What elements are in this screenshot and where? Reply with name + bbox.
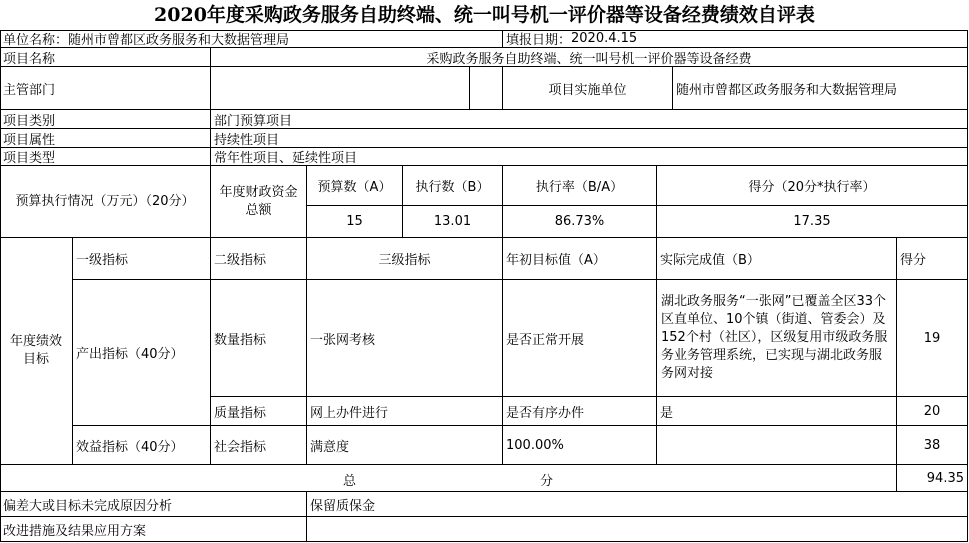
budget-col-header: 预算数（A） [307, 166, 403, 206]
total-label-left: 总 [343, 474, 357, 489]
supervisor-value [211, 67, 470, 110]
deviation-label: 偏差大或目标未完成原因分析 [0, 492, 307, 517]
rate-value: 86.73% [503, 206, 657, 238]
benefit-indicator-label: 效益指标（40分） [73, 426, 211, 465]
budget-value: 15 [307, 206, 403, 238]
social-actual [657, 426, 897, 465]
attribute-label: 项目属性 [0, 129, 211, 148]
supervisor-label: 主管部门 [0, 67, 211, 110]
budget-label: 预算执行情况（万元）（20分） [0, 166, 211, 238]
quantity-score: 19 [897, 280, 968, 397]
exec-value: 13.01 [403, 206, 503, 238]
impl-unit-value: 随州市曾都区政务服务和大数据管理局 [673, 67, 968, 110]
type-label: 项目类型 [0, 148, 211, 166]
deviation-value: 保留质保金 [307, 492, 968, 517]
quantity-target: 是否正常开展 [503, 280, 657, 397]
level2-header: 二级指标 [211, 238, 307, 280]
exec-col-header: 执行数（B） [403, 166, 503, 206]
total-label-right: 分 [540, 474, 554, 489]
quality-target: 是否有序办件 [503, 397, 657, 426]
budget-score-value: 17.35 [657, 206, 968, 238]
category-value: 部门预算项目 [211, 110, 968, 129]
date-value: 2020.4.15 [571, 31, 638, 46]
score-header: 得分 [897, 238, 968, 280]
social-target: 100.00% [503, 426, 657, 465]
project-name-value: 采购政务服务自助终端、统一叫号机一评价器等设备经费 [211, 48, 968, 67]
attribute-value: 持续性项目 [211, 129, 968, 148]
level1-header: 一级指标 [73, 238, 211, 280]
page-title: 2020年度采购政务服务自助终端、统一叫号机一评价器等设备经费绩效自评表 [154, 4, 815, 26]
type-value: 常年性项目、延续性项目 [211, 148, 968, 166]
social-score: 38 [897, 426, 968, 465]
quality-actual: 是 [657, 397, 897, 426]
fill-date-cell [503, 30, 968, 48]
category-label: 项目类别 [0, 110, 211, 129]
quality-indicator-label: 质量指标 [211, 397, 307, 426]
quantity-actual: 湖北政务服务“一张网”已覆盖全区33个区直单位、10个镇（街道、管委会）及152个村（社区），区级复用市级政务服务业务管理系统，已实现与湖北政务服务网对接 [657, 280, 897, 397]
social-indicator-label: 社会指标 [211, 426, 307, 465]
annual-fund-label: 年度财政资金总额 [211, 166, 307, 238]
total-score: 94.35 [897, 465, 968, 492]
rate-col-header: 执行率（B/A） [503, 166, 657, 206]
impl-unit-label: 项目实施单位 [503, 67, 673, 110]
unit-name-cell [0, 30, 503, 48]
score-col-header: 得分（20分*执行率） [657, 166, 968, 206]
level3-header: 三级指标 [307, 238, 503, 280]
total-label-cell [0, 465, 897, 492]
quality-score: 20 [897, 397, 968, 426]
unit-label: 单位名称： [3, 33, 69, 48]
improvement-label: 改进措施及结果应用方案 [0, 517, 307, 542]
social-level3: 满意度 [307, 426, 503, 465]
output-indicator-label: 产出指标（40分） [73, 280, 211, 426]
improvement-value [307, 517, 968, 542]
unit-value: 随州市曾都区政务服务和大数据管理局 [68, 33, 290, 48]
quantity-level3: 一张网考核 [307, 280, 503, 397]
date-label: 填报日期： [506, 33, 572, 48]
project-name-label: 项目名称 [0, 48, 211, 67]
quantity-indicator-label: 数量指标 [211, 280, 307, 397]
actual-header: 实际完成值（B） [657, 238, 897, 280]
impl-unit-spacer [470, 67, 503, 110]
target-header: 年初目标值（A） [503, 238, 657, 280]
quality-level3: 网上办件进行 [307, 397, 503, 426]
annual-target-label: 年度绩效目标 [0, 238, 73, 465]
